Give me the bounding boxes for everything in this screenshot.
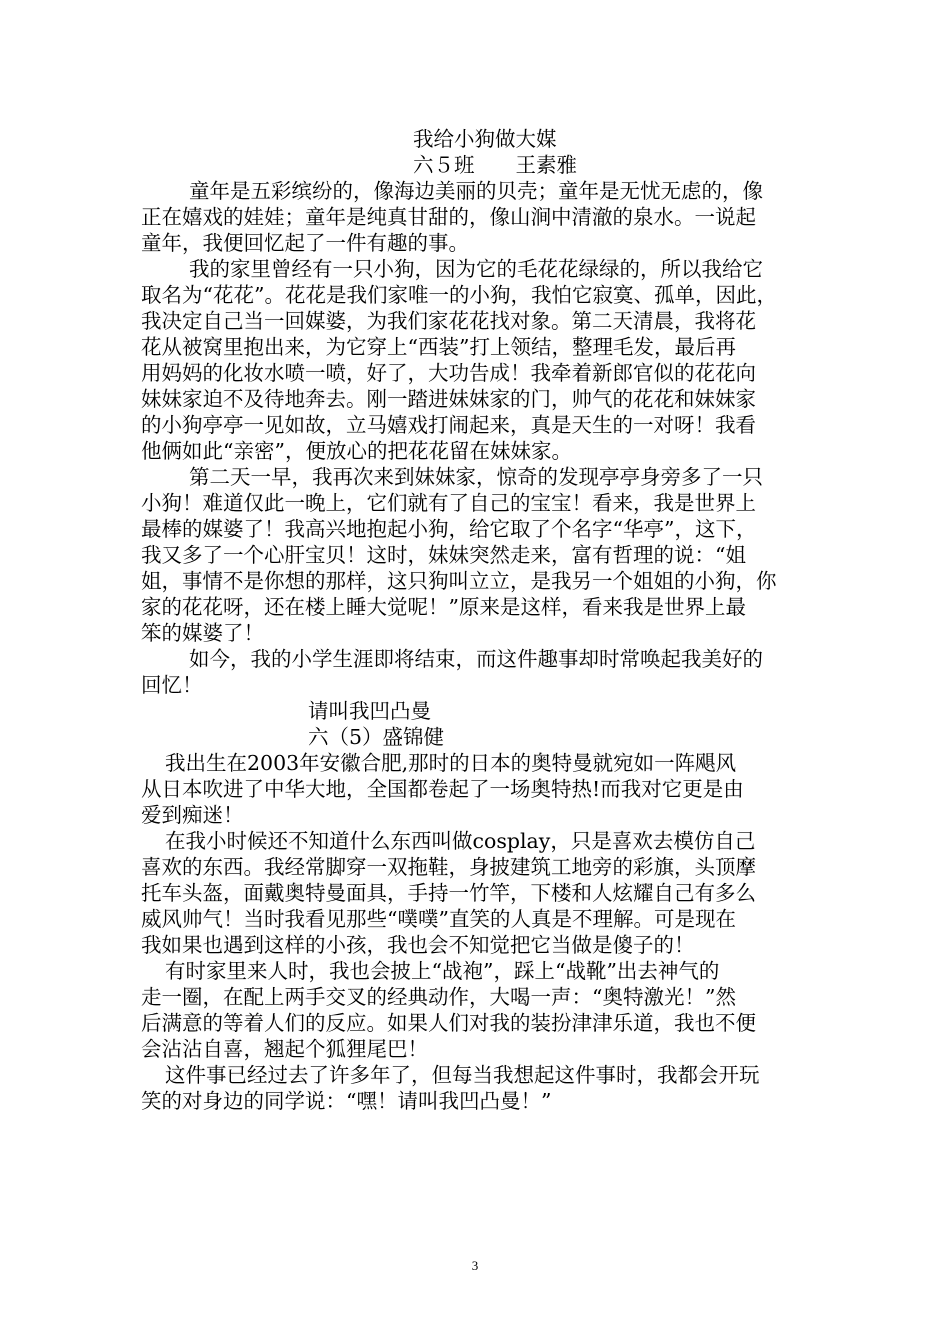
essay-1-line: 童年是五彩缤纷的，像海边美丽的贝壳；童年是无忧无虑的，像: [189, 179, 763, 203]
essay-1-line: 笨的媒婆了！: [141, 621, 264, 645]
essay-1-line: 姐，事情不是你想的那样，这只狗叫立立，是我另一个姐姐的小狗，你: [141, 569, 777, 593]
essay-1-line: 花从被窝里抱出来，为它穿上“西装”打上领结，整理毛发，最后再: [141, 335, 736, 359]
essay-1-line: 妹妹家迫不及待地奔去。刚一踏进妹妹家的门，帅气的花花和妹妹家: [141, 387, 756, 411]
essay-2-line: 这件事已经过去了许多年了，但每当我想起这件事时，我都会开玩: [165, 1063, 760, 1087]
essay-2-title: 请叫我凹凸曼: [308, 699, 431, 723]
essay-1-line: 的小狗亭亭一见如故，立马嬉戏打闹起来，真是天生的一对呀！我看: [141, 413, 756, 437]
essay-2-line: 有时家里来人时，我也会披上“战袍”，踩上“战靴”出去神气的: [165, 959, 720, 983]
essay-2-line: 我如果也遇到这样的小孩，我也会不知觉把它当做是傻子的！: [141, 933, 695, 957]
essay-1-line: 他俩如此“亲密”，便放心的把花花留在妹妹家。: [141, 439, 572, 463]
essay-2-byline: 六（5）盛锦健: [308, 725, 445, 749]
essay-1-title: 我给小狗做大媒: [413, 127, 557, 151]
essay-2-line: 托车头盔，面戴奥特曼面具，手持一竹竿，下楼和人炫耀自己有多么: [141, 881, 756, 905]
essay-2-line: 从日本吹进了中华大地，全国都卷起了一场奥特热!而我对它更是由: [141, 777, 744, 801]
essay-2-line: 我出生在2003年安徽合肥,那时的日本的奥特曼就宛如一阵飓风: [165, 751, 737, 775]
essay-1-line: 我决定自己当一回媒婆，为我们家花花找对象。第二天清晨，我将花: [141, 309, 756, 333]
essay-1-byline: 六５班 王素雅: [413, 153, 577, 177]
essay-1-line: 第二天一早，我再次来到妹妹家，惊奇的发现亭亭身旁多了一只: [189, 465, 763, 489]
essay-2-line: 笑的对身边的同学说：“嘿！请叫我凹凸曼！”: [141, 1089, 552, 1113]
page-number: 3: [471, 1258, 479, 1273]
essay-2-line: 在我小时候还不知道什么东西叫做cosplay，只是喜欢去模仿自己: [165, 829, 756, 853]
essay-1-line: 用妈妈的化妆水喷一喷，好了，大功告成！我牵着新郎官似的花花向: [141, 361, 756, 385]
essay-1-line: 取名为“花花”。花花是我们家唯一的小狗，我怕它寂寞、孤单，因此，: [141, 283, 777, 307]
essay-1-line: 童年，我便回忆起了一件有趣的事。: [141, 231, 469, 255]
essay-2-line: 会沾沾自喜，翘起个狐狸尾巴！: [141, 1037, 428, 1061]
essay-2-line: 威风帅气！当时我看见那些“噗噗”直笑的人真是不理解。可是现在: [141, 907, 736, 931]
essay-1-line: 小狗！难道仅此一晚上，它们就有了自己的宝宝！看来，我是世界上: [141, 491, 756, 515]
essay-1-line: 我又多了一个心肝宝贝！这时，妹妹突然走来，富有哲理的说：“姐: [141, 543, 746, 567]
essay-1-line: 我的家里曾经有一只小狗，因为它的毛花花绿绿的，所以我给它: [189, 257, 763, 281]
essay-1-line: 正在嬉戏的娃娃；童年是纯真甘甜的，像山涧中清澈的泉水。一说起: [141, 205, 756, 229]
essay-2-line: 爱到痴迷！: [141, 803, 244, 827]
essay-1-line: 如今，我的小学生涯即将结束，而这件趣事却时常唤起我美好的: [189, 647, 763, 671]
essay-1-line: 回忆！: [141, 673, 203, 697]
essay-2-line: 后满意的等着人们的反应。如果人们对我的装扮津津乐道，我也不便: [141, 1011, 756, 1035]
essay-1-line: 最棒的媒婆了！我高兴地抱起小狗，给它取了个名字“华亭”，这下，: [141, 517, 757, 541]
essay-2-line: 喜欢的东西。我经常脚穿一双拖鞋，身披建筑工地旁的彩旗，头顶摩: [141, 855, 756, 879]
essay-1-line: 家的花花呀，还在楼上睡大觉呢！”原来是这样，看来我是世界上最: [141, 595, 746, 619]
essay-2-line: 走一圈，在配上两手交叉的经典动作，大喝一声：“奥特激光！”然: [141, 985, 736, 1009]
